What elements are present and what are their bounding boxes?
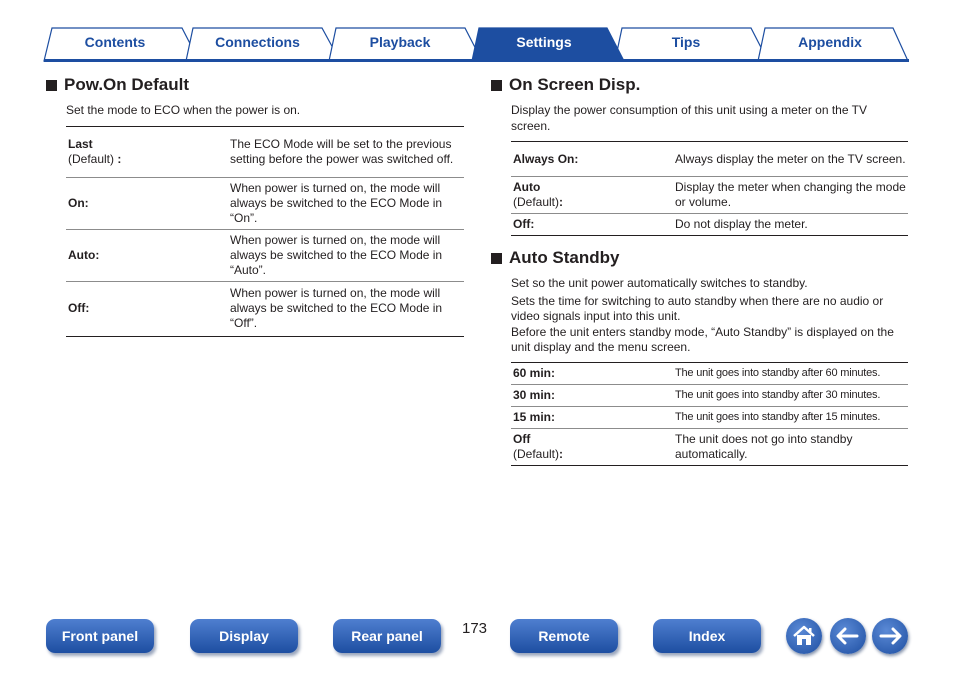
option-description: The unit goes into standby after 30 minutes.: [675, 388, 881, 401]
table-row: [511, 214, 908, 236]
section-title: Auto Standby: [509, 248, 620, 267]
table-row: [511, 384, 908, 406]
option-description: The unit goes into standby after 60 minutes.: [675, 366, 881, 379]
forward-button[interactable]: [872, 618, 908, 654]
section-heading: [66, 72, 464, 98]
bullet-square-icon: [491, 80, 502, 91]
pow-on-default-section: [66, 72, 464, 337]
on-screen-disp-table: [511, 141, 908, 236]
arrow-left-icon: [830, 618, 866, 654]
option-name: Auto:: [68, 247, 100, 262]
table-row: [511, 142, 908, 177]
page-number: 173: [462, 620, 488, 637]
auto-standby-table: [511, 362, 908, 466]
option-name: Off:: [68, 301, 90, 315]
tab-contents[interactable]: Contents: [84, 34, 146, 50]
option-description: When power is turned on, the mode will always be switched to the ECO Mode in “Auto”.: [230, 232, 443, 277]
display-button[interactable]: Display: [190, 619, 298, 653]
option-name: On:: [68, 195, 89, 210]
on-screen-disp-section: [511, 72, 908, 236]
option-description: The unit does not go into standby automatically.: [675, 431, 853, 461]
section-heading: [511, 72, 908, 98]
tab-appendix[interactable]: Appendix: [798, 34, 862, 50]
table-row: [66, 281, 464, 336]
option-name: 30 min:: [513, 387, 556, 402]
home-button[interactable]: [786, 618, 822, 654]
tab-connections[interactable]: Connections: [215, 34, 300, 50]
option-description: When power is turned on, the mode will always be switched to the ECO Mode in “On”.: [230, 180, 443, 225]
section-paragraph: Sets the time for switching to auto standby when there are no audio or video signals input into this unit.: [511, 293, 884, 323]
option-name: Off (Default):: [513, 431, 564, 461]
option-name: Last (Default) :: [68, 136, 122, 166]
option-description: The unit goes into standby after 15 minutes.: [675, 410, 881, 423]
arrow-right-icon: [872, 618, 908, 654]
bullet-square-icon: [46, 80, 57, 91]
section-title: On Screen Disp.: [509, 75, 641, 94]
remote-button[interactable]: Remote: [510, 619, 618, 653]
table-row: [511, 177, 908, 214]
option-name: Auto (Default):: [513, 180, 564, 209]
option-name: 15 min:: [513, 409, 556, 424]
option-description: When power is turned on, the mode will always be switched to the ECO Mode in “Off”.: [230, 286, 443, 330]
bullet-square-icon: [491, 253, 502, 264]
option-description: The ECO Mode will be set to the previous setting before the power was switched off.: [230, 136, 454, 166]
section-paragraph: Set so the unit power automatically switches to standby.: [511, 276, 808, 290]
section-title: Pow.On Default: [64, 75, 189, 94]
option-name: Off:: [513, 217, 535, 231]
pow-on-default-table: [66, 126, 464, 337]
section-heading: [511, 245, 908, 271]
back-button[interactable]: [830, 618, 866, 654]
front-panel-button[interactable]: Front panel: [46, 619, 154, 653]
index-button[interactable]: Index: [653, 619, 761, 653]
section-intro: Set the mode to ECO when the power is on.: [66, 103, 301, 117]
option-name: 60 min:: [513, 365, 556, 380]
tab-tips[interactable]: Tips: [671, 34, 701, 50]
table-row: [511, 428, 908, 465]
right-column: [511, 72, 908, 466]
table-row: [66, 177, 464, 229]
section-paragraph: Before the unit enters standby mode, “Auto Standby” is displayed on the unit display and the menu screen.: [511, 324, 894, 354]
option-description: Always display the meter on the TV screen.: [675, 151, 906, 166]
table-row: [511, 362, 908, 384]
table-row: [66, 229, 464, 281]
table-row: [511, 406, 908, 428]
table-row: [66, 126, 464, 177]
option-description: Display the meter when changing the mode or volume.: [675, 180, 906, 209]
tab-settings[interactable]: Settings: [516, 34, 572, 50]
section-intro: Display the power consumption of this unit using a meter on the TV screen.: [511, 103, 867, 133]
option-description: Do not display the meter.: [675, 217, 808, 231]
tab-shapes: [0, 0, 954, 64]
tab-playback[interactable]: Playback: [369, 34, 431, 50]
home-icon: [786, 618, 822, 654]
top-tab-bar: [0, 0, 954, 64]
rear-panel-button[interactable]: Rear panel: [333, 619, 441, 653]
auto-standby-section: [511, 245, 908, 466]
option-name: Always On:: [513, 151, 579, 166]
